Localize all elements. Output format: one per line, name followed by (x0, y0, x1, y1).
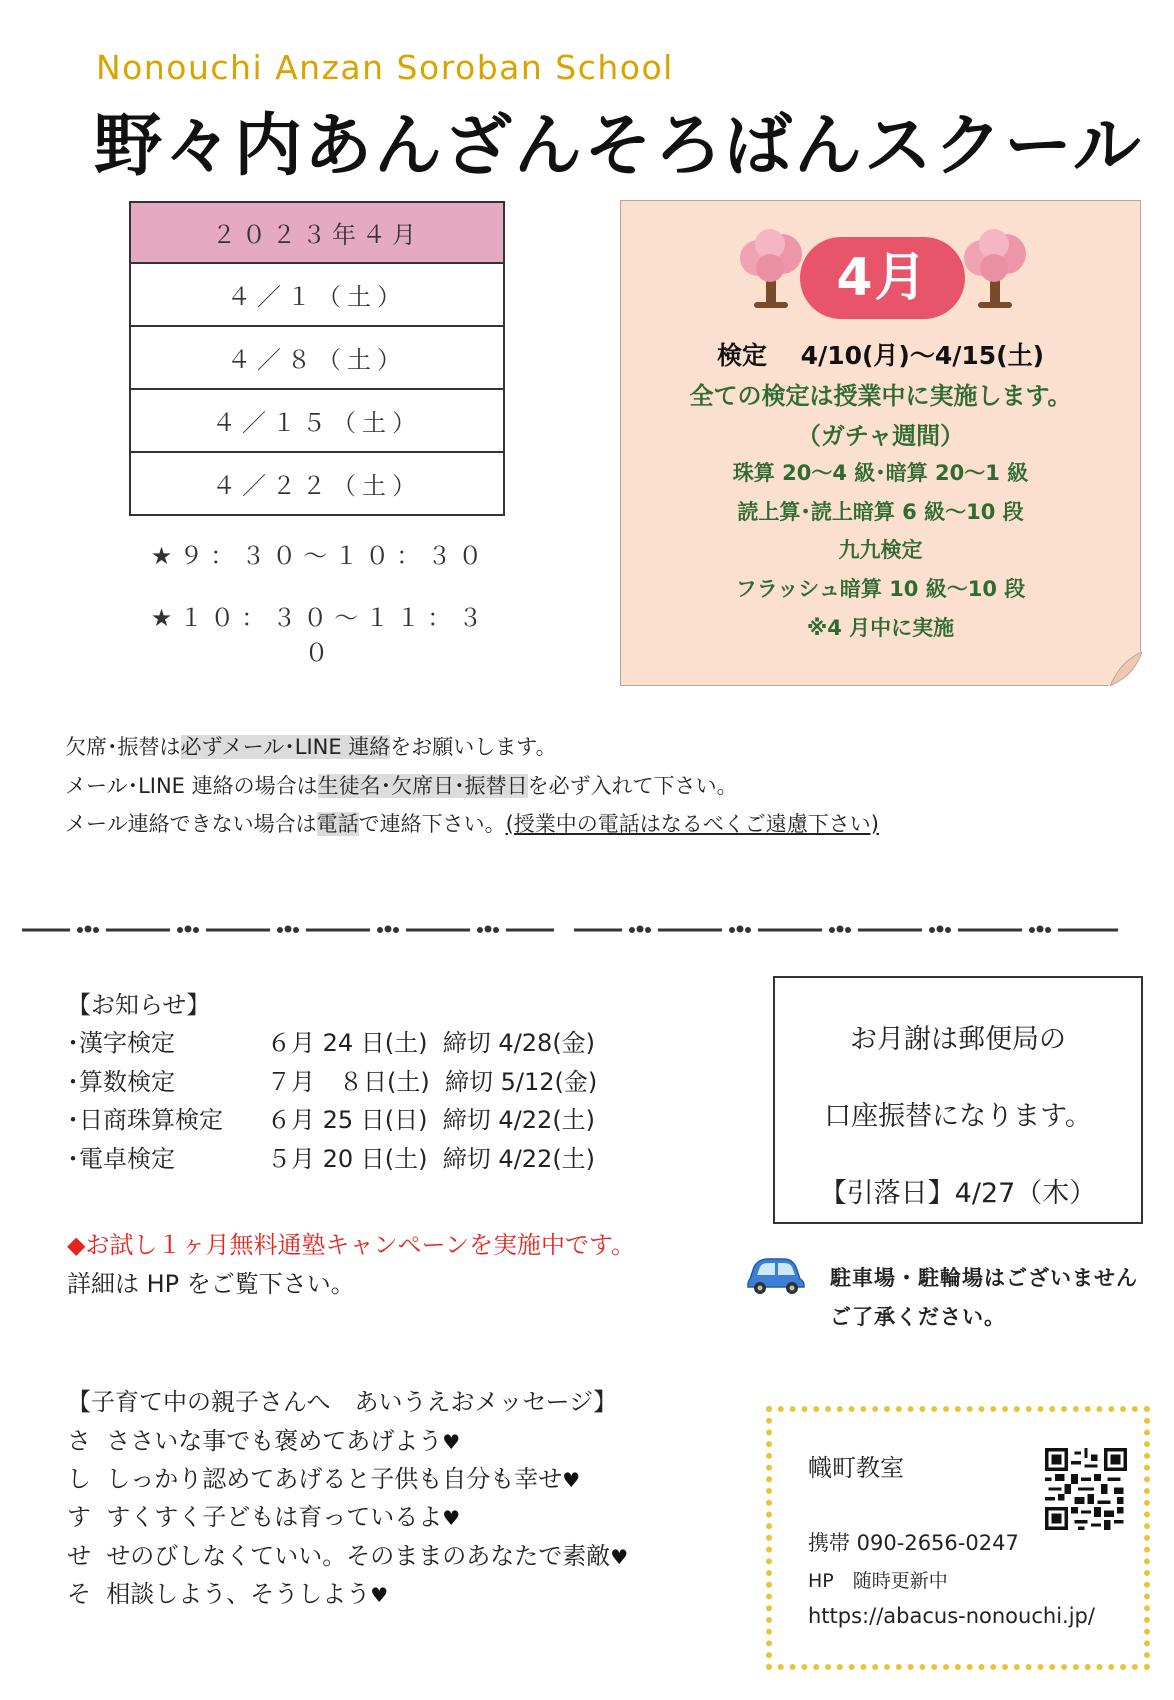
exam-item: フラッシュ暗算 10 級～10 段 (735, 577, 1026, 601)
exam-period: 検定 4/10(月)～4/15(土) (716, 341, 1045, 370)
kana-initial: せ (67, 1542, 91, 1570)
heart-icon: ♥ (610, 1545, 629, 1569)
exam-item: 九九検定 (838, 538, 923, 562)
exam-date: ６月 24 日(土) (267, 1029, 428, 1057)
text: メール連絡できない場合は (65, 812, 317, 836)
highlight-text: 必ずメール･LINE 連絡 (180, 735, 391, 759)
cherry-tree-icon (960, 228, 1030, 310)
campaign-detail: 詳細は HP をご覧下さい。 (67, 1270, 355, 1298)
exam-item: ※4 月中に実施 (806, 616, 955, 640)
text: 欠席･振替は (65, 735, 181, 759)
highlight-text: 生徒名･欠席日･振替日 (317, 774, 528, 798)
schedule-date: ４／１（土） (131, 262, 503, 325)
message-text: ささいな事でも褒めてあげよう (106, 1427, 443, 1455)
month-badge (800, 237, 965, 319)
contact-note-line (65, 808, 879, 838)
exam-name: ･漢字検定 (67, 1029, 175, 1057)
campaign-notice: ◆お試し１ヶ月無料通塾キャンペーンを実施中です。 (67, 1231, 636, 1259)
underlined-text: (授業中の電話はなるべくご遠慮下さい) (505, 812, 879, 836)
exam-name: ･日商珠算検定 (67, 1106, 223, 1134)
message-text: しっかり認めてあげると子供も自分も幸せ (106, 1465, 563, 1493)
schedule-month: ２０２３年４月 (131, 203, 503, 262)
exam-note-line: 全ての検定は授業中に実施します。 (689, 382, 1072, 410)
schedule-date: ４／１５（土） (131, 388, 503, 451)
heart-icon: ♥ (442, 1430, 461, 1454)
exam-name: ･電卓検定 (67, 1145, 175, 1173)
exam-date: ５月 20 日(土) (267, 1145, 428, 1173)
exam-deadline: 締切 5/12(金) (445, 1068, 598, 1096)
decorative-divider (22, 922, 1122, 938)
announcement-item (67, 1062, 597, 1097)
exam-date: ６月 25 日(日) (267, 1106, 428, 1134)
kana-initial: し (67, 1465, 91, 1493)
withdrawal-date: 【引落日】4/27（木） (819, 1178, 1097, 1209)
exam-note-line: （ガチャ週間） (796, 422, 965, 450)
exam-deadline: 締切 4/28(金) (442, 1029, 596, 1057)
parking-notice: ご了承ください。 (830, 1305, 1006, 1329)
message-text: すくすく子どもは育っているよ (106, 1503, 443, 1531)
heart-icon: ♥ (370, 1583, 389, 1607)
exam-date: ７月 ８日(土) (267, 1068, 430, 1096)
announcements-heading: 【お知らせ】 (67, 991, 211, 1019)
parents-message-line (67, 1536, 628, 1571)
parking-notice: 駐車場・駐輪場はございません (830, 1266, 1138, 1290)
cherry-tree-icon (736, 228, 806, 310)
announcement-item (67, 1139, 595, 1174)
parents-message-line (67, 1497, 460, 1532)
qr-code-icon[interactable] (1045, 1448, 1127, 1530)
message-text: せのびしなくていい。そのままのあなたで素敵 (106, 1542, 611, 1570)
fee-line: お月謝は郵便局の (850, 1024, 1066, 1055)
contact-note-line (65, 731, 557, 761)
heart-icon: ♥ (442, 1506, 461, 1530)
page-curl-icon (1108, 650, 1142, 686)
parents-message-line (67, 1421, 460, 1456)
car-icon (744, 1253, 806, 1295)
message-text: 相談しよう、そうしよう (106, 1580, 371, 1608)
school-name-japanese: 野々内あんざんそろばんスクール (94, 107, 1143, 186)
text: を必ず入れて下さい。 (527, 774, 738, 798)
fee-line: 口座振替になります。 (824, 1101, 1092, 1132)
announcement-item (67, 1023, 595, 1058)
schedule-date: ４／８（土） (131, 325, 503, 388)
text: メール･LINE 連絡の場合は (65, 774, 318, 798)
exam-deadline: 締切 4/22(土) (442, 1145, 596, 1173)
exam-item: 読上算･読上暗算 6 級～10 段 (737, 500, 1024, 524)
month-badge-label: 4月 (836, 248, 929, 308)
announcement-item (67, 1100, 595, 1135)
contact-note-line (65, 770, 738, 800)
class-time-1: ★９：３０～１０：３０ (150, 542, 490, 570)
kana-initial: す (67, 1503, 91, 1531)
parents-message-line (67, 1574, 388, 1609)
heart-icon: ♥ (562, 1468, 581, 1492)
schedule-table (129, 201, 505, 516)
highlight-text: 電話 (316, 812, 359, 836)
kana-initial: さ (67, 1427, 91, 1455)
website-link[interactable]: https://abacus-nonouchi.jp/ (808, 1604, 1095, 1628)
text: で連絡下さい。 (358, 812, 506, 836)
exam-name: ･算数検定 (67, 1068, 175, 1096)
schedule-date: ４／２２（土） (131, 451, 503, 514)
phone-number[interactable]: 携帯 090-2656-0247 (808, 1531, 1019, 1555)
parents-message-line (67, 1459, 580, 1494)
parents-message-heading: 【子育て中の親子さんへ あいうえおメッセージ】 (67, 1388, 618, 1416)
text: をお願いします。 (390, 735, 557, 759)
class-time-2: ★１０：３０～１１：３０ (150, 604, 490, 667)
school-name-english: Nonouchi Anzan Soroban School (96, 48, 674, 87)
exam-deadline: 締切 4/22(土) (442, 1106, 596, 1134)
classroom-name: 幟町教室 (808, 1454, 904, 1482)
hp-note: HP 随時更新中 (808, 1570, 948, 1592)
kana-initial: そ (67, 1580, 91, 1608)
exam-item: 珠算 20～4 級･暗算 20～1 級 (732, 461, 1029, 485)
